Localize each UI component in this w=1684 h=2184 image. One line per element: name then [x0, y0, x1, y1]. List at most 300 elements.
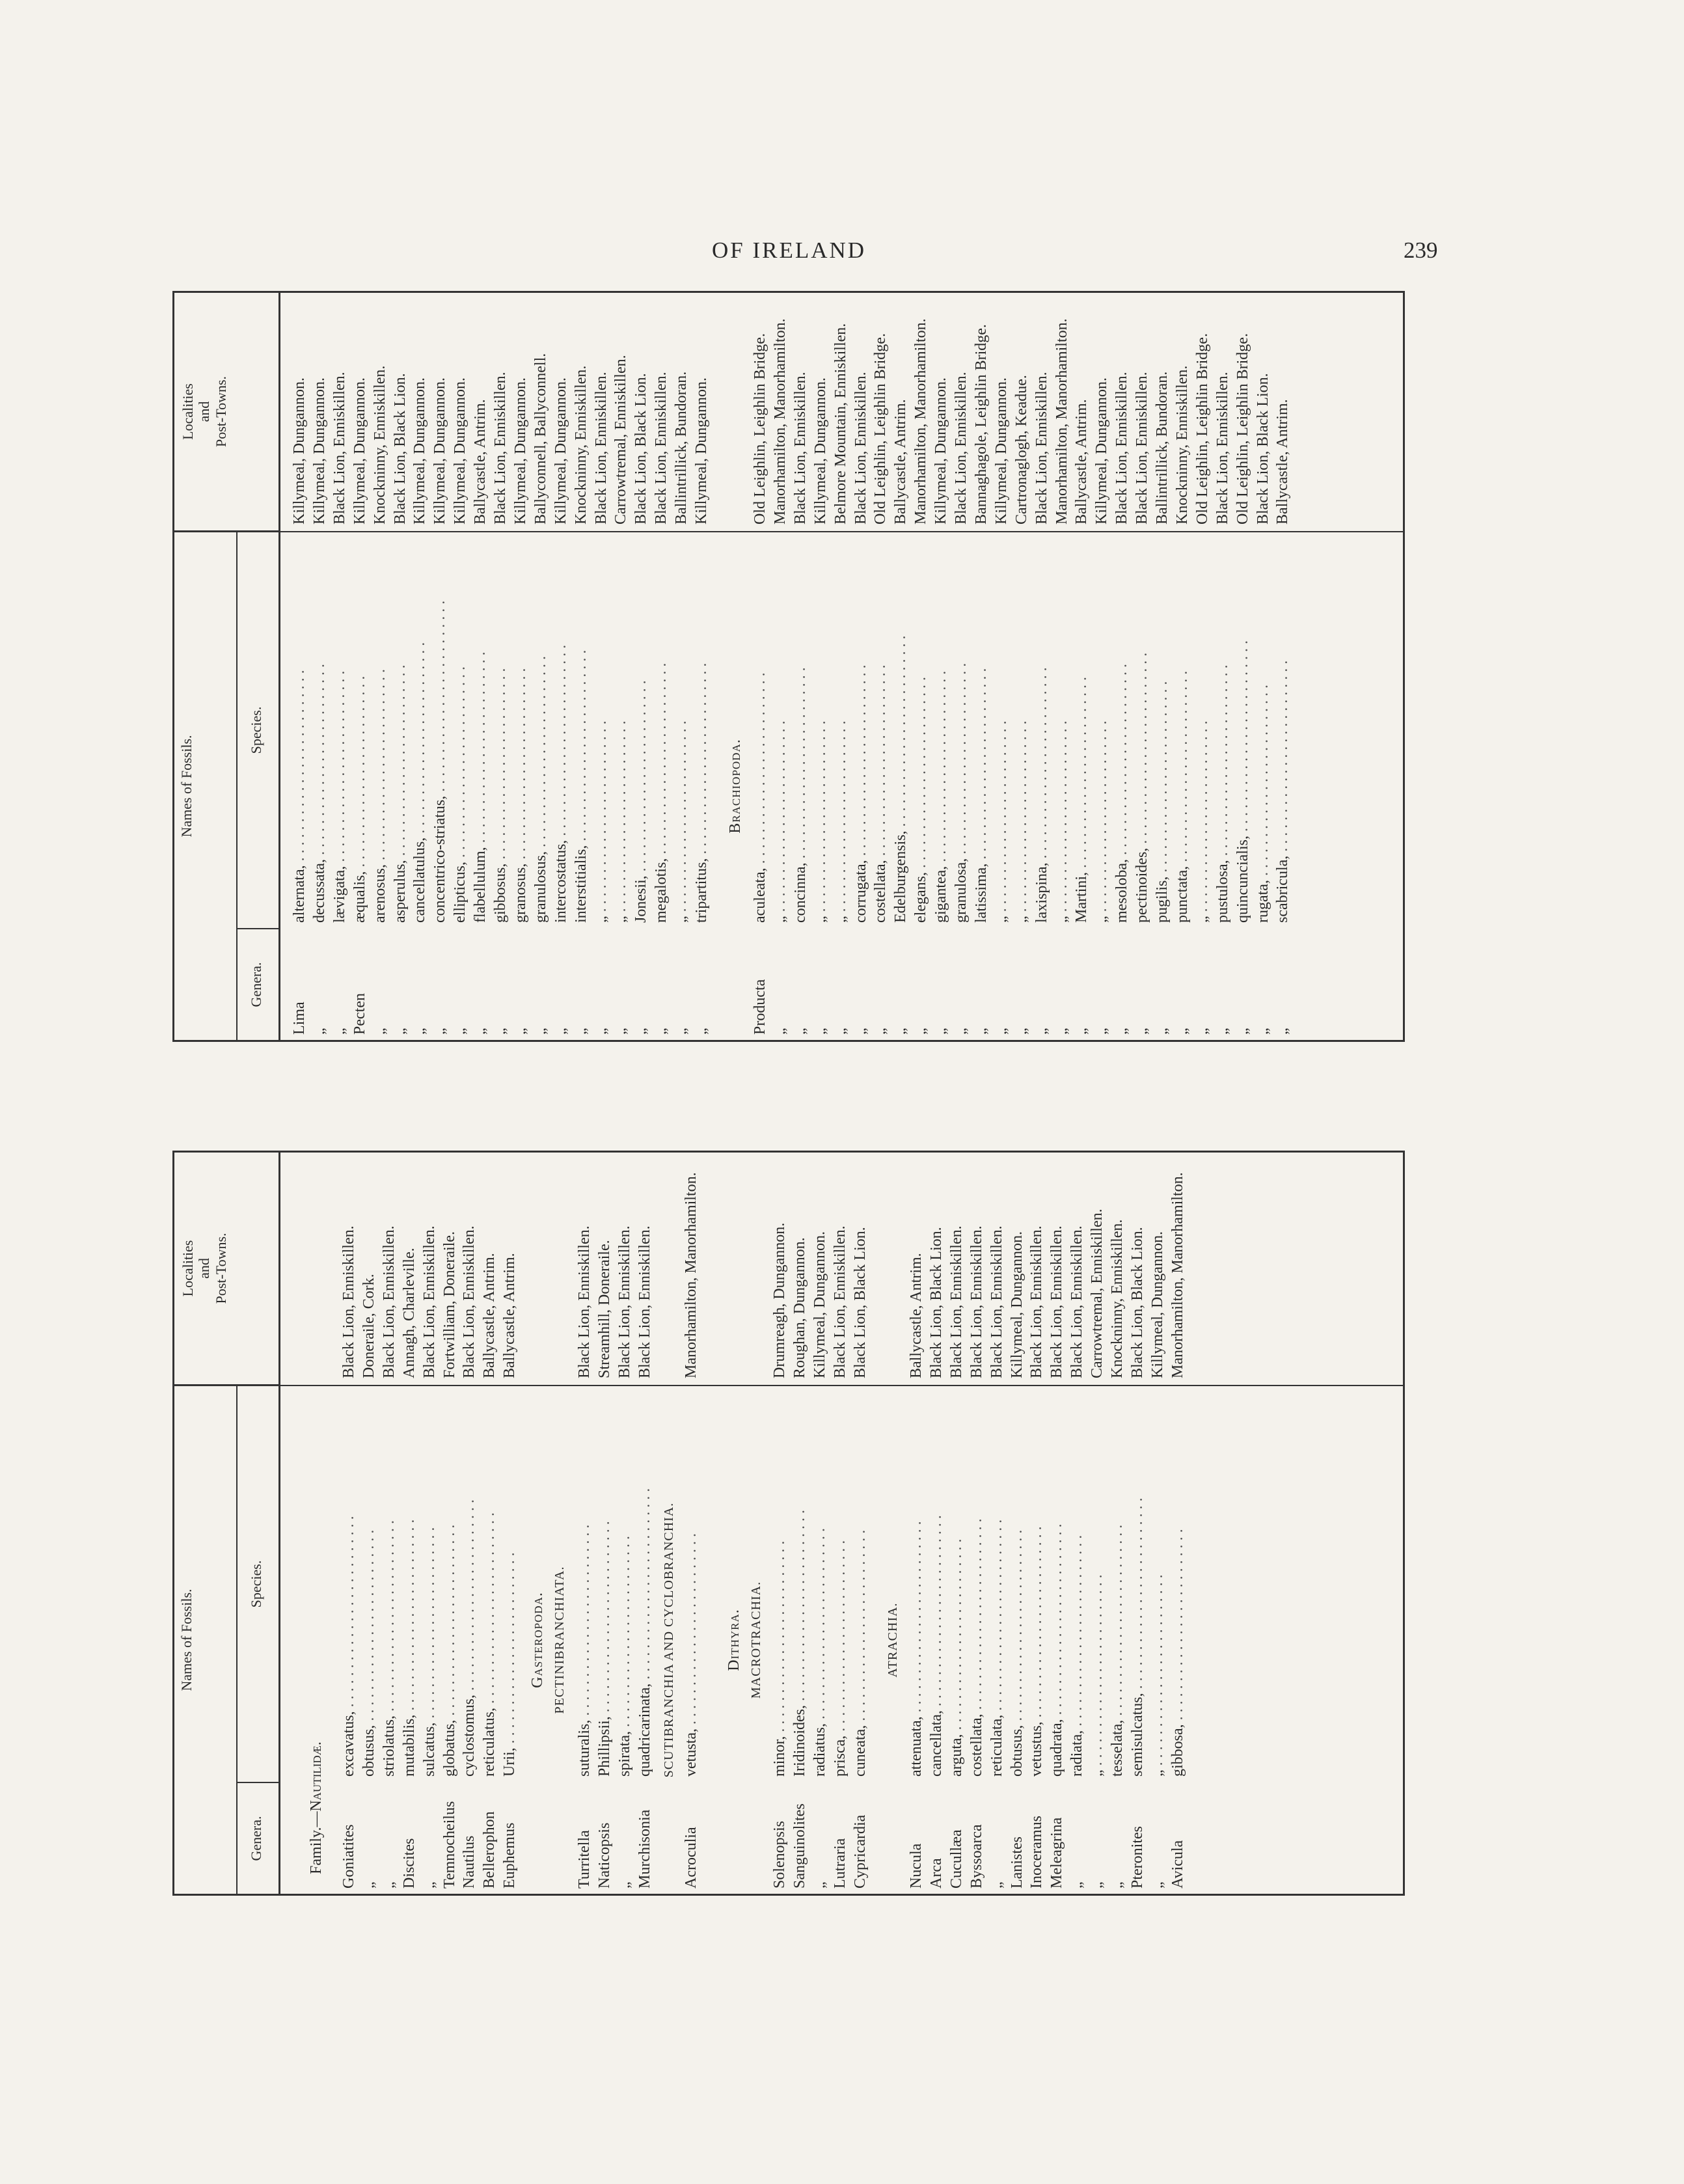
table-row — [500, 1153, 519, 1894]
table-row — [951, 293, 971, 1040]
locality-cell: Old Leighlin, Leighlin Bridge. — [872, 333, 890, 525]
table-row — [850, 1153, 870, 1894]
genus-cell: „ — [791, 1028, 809, 1035]
locality-cell: Black Lion, Black Lion. — [1254, 373, 1271, 525]
locality-cell: Black Lion, Enniskillen. — [968, 1225, 985, 1378]
species-cell: „ . . — [1052, 536, 1072, 923]
table-row — [831, 293, 850, 1040]
genus-cell: „ — [632, 1028, 650, 1035]
species-cell: reticulatus, . . — [480, 1389, 499, 1777]
locality-cell: Black Lion, Enniskillen. — [653, 372, 670, 525]
table-row — [370, 293, 390, 1040]
locality-cell: Killymeal, Dungannon. — [811, 377, 829, 525]
species-cell: „ . . — [672, 536, 691, 923]
genus-cell: „ — [431, 1028, 449, 1035]
genus-cell: „ — [1012, 1028, 1030, 1035]
lower-table-header — [174, 1153, 280, 1894]
table-row — [1067, 1153, 1087, 1894]
table-row — [1193, 293, 1212, 1040]
species-cell: quadricarinata, . . — [635, 1389, 655, 1777]
table-row — [931, 293, 951, 1040]
genus-cell: „ — [472, 1028, 489, 1035]
table-row — [1107, 1153, 1127, 1894]
table-row — [551, 293, 571, 1040]
genus-cell: „ — [616, 1881, 633, 1889]
species-cell: „ . . — [1193, 536, 1212, 923]
genus-cell: „ — [1193, 1028, 1211, 1035]
table-row — [1052, 293, 1072, 1040]
table-row — [1032, 293, 1052, 1040]
species-cell: „ . . — [591, 536, 611, 923]
genus-cell: „ — [1214, 1028, 1231, 1035]
table-row — [692, 293, 711, 1040]
locality-cell: Black Lion, Enniskillen. — [420, 1225, 438, 1378]
species-cell: latissima, . . — [971, 536, 991, 923]
species-header: Species. — [248, 706, 264, 754]
genus-cell: Cypricardia — [851, 1814, 869, 1889]
table-row — [310, 293, 329, 1040]
species-cell: „ . . — [611, 536, 631, 923]
species-cell: obtusus, . . — [359, 1389, 379, 1777]
locality-cell: Black Lion, Enniskillen. — [461, 1225, 478, 1378]
subsection-heading: SCUTIBRANCHIA AND CYCLOBRANCHIA. — [662, 1502, 676, 1778]
table-row — [1092, 293, 1111, 1040]
locality-cell: Killymeal, Dungannon. — [992, 377, 1010, 525]
genus-cell: „ — [391, 1028, 409, 1035]
locality-cell: Knockninny, Enniskillen. — [1173, 365, 1191, 525]
locality-cell: Killymeal, Dungannon. — [1148, 1231, 1166, 1378]
genus-cell: Temnocheilus — [441, 1801, 458, 1889]
locality-cell: Killymeal, Dungannon. — [351, 377, 368, 525]
locality-cell: Manorhamilton, Manorhamilton. — [1169, 1172, 1186, 1378]
upper-table-header — [174, 293, 280, 1040]
species-cell: æqualis, . . — [350, 536, 370, 923]
locality-cell: Black Lion, Black Lion. — [851, 1227, 869, 1378]
species-cell: intercostatus, . . — [551, 536, 571, 923]
species-cell: attenuata, . . — [906, 1389, 926, 1777]
genus-cell: Avicula — [1169, 1840, 1186, 1889]
species-cell: „ . . — [1148, 1389, 1167, 1777]
table-row — [1027, 1153, 1046, 1894]
lower-fossil-table — [172, 1151, 1405, 1896]
table-row — [1173, 293, 1192, 1040]
genus-cell: „ — [872, 1028, 890, 1035]
species-cell: gibbosus, . . — [491, 536, 510, 923]
locality-cell: Drumreagh, Dungannon. — [771, 1222, 788, 1378]
names-of-fossils-header: Names of Fossils. — [178, 735, 195, 838]
species-cell: pugilis, . . — [1152, 536, 1172, 923]
species-cell: quincuncialis, . . — [1233, 536, 1253, 923]
table-row — [891, 293, 910, 1040]
table-row — [1072, 293, 1091, 1040]
species-cell: corrugata, . . — [851, 536, 871, 923]
table-row — [591, 293, 611, 1040]
species-cell: laxispina, . . — [1032, 536, 1052, 923]
locality-cell: Ballycastle, Antrim. — [481, 1253, 498, 1378]
species-cell: excavatus, . . — [339, 1389, 359, 1777]
genus-cell: Solenopsis — [771, 1820, 788, 1889]
genus-cell: Producta — [752, 979, 768, 1035]
locality-cell: Black Lion, Enniskillen. — [988, 1225, 1005, 1378]
genus-cell: „ — [1134, 1028, 1151, 1035]
genus-cell: „ — [532, 1028, 549, 1035]
species-cell: cuneata, . . — [850, 1389, 870, 1777]
genus-cell: „ — [1093, 1028, 1111, 1035]
table-row — [830, 1153, 850, 1894]
locality-cell: Knockninny, Enniskillen. — [371, 365, 388, 525]
species-cell: lævigata, . . — [330, 536, 349, 923]
genus-cell: „ — [1274, 1028, 1292, 1035]
locality-cell: Carrowtremal, Enniskillen. — [1089, 1208, 1106, 1378]
table-row — [511, 293, 530, 1040]
locality-cell: Killymeal, Dungannon. — [1008, 1231, 1025, 1378]
locality-cell: Black Lion, Enniskillen. — [1028, 1225, 1046, 1378]
table-row — [595, 1153, 614, 1894]
locality-cell: Fortwilliam, Doneraile. — [441, 1231, 458, 1378]
table-row — [410, 293, 429, 1040]
species-cell: asperulus, . . — [390, 536, 410, 923]
names-of-fossils-header: Names of Fossils. — [178, 1589, 195, 1691]
genus-cell: „ — [492, 1028, 509, 1035]
genus-cell: „ — [1033, 1028, 1050, 1035]
species-cell: gibbosa, . . — [1168, 1389, 1188, 1777]
species-cell: granosus, . . — [511, 536, 530, 923]
genus-cell: Sanguinolites — [791, 1803, 808, 1889]
genus-cell: „ — [673, 1028, 690, 1035]
genus-cell: „ — [1109, 1881, 1126, 1889]
genus-cell: Lanistes — [1008, 1836, 1025, 1889]
species-cell: radiata, . . — [1067, 1389, 1087, 1777]
locality-cell: Black Lion, Black Lion. — [391, 373, 409, 525]
species-cell: „ . . — [1012, 536, 1031, 923]
subsection-heading: PECTINIBRANCHIATA. — [552, 1566, 567, 1714]
genus-cell: „ — [1173, 1028, 1191, 1035]
table-row — [1087, 1153, 1107, 1894]
species-cell: gigantea, . . — [931, 536, 951, 923]
table-row — [851, 293, 871, 1040]
locality-cell: Killymeal, Dungannon. — [431, 377, 449, 525]
localities-header: Localities and Post-Towns. — [180, 375, 229, 448]
locality-cell: Annagh, Charleville. — [400, 1248, 418, 1378]
locality-cell: Doneraile, Cork. — [360, 1274, 377, 1378]
genus-cell: Inoceramus — [1028, 1816, 1046, 1889]
table-row — [339, 1153, 359, 1894]
genus-cell: „ — [1254, 1028, 1271, 1035]
genus-cell: „ — [411, 1028, 429, 1035]
genus-cell: Turritella — [576, 1830, 593, 1889]
species-cell: spirata, . . — [615, 1389, 634, 1777]
locality-cell: Black Lion, Black Lion. — [632, 373, 650, 525]
species-cell: rugata, . . — [1253, 536, 1273, 923]
running-head: OF IRELAND — [712, 238, 867, 263]
genus-cell: „ — [331, 1028, 348, 1035]
locality-cell: Black Lion, Enniskillen. — [592, 372, 610, 525]
locality-cell: Killymeal, Dungannon. — [932, 377, 950, 525]
genus-cell: „ — [1068, 1881, 1086, 1889]
locality-cell: Roughan, Dungannon. — [791, 1237, 808, 1378]
locality-cell: Killymeal, Dungannon. — [411, 377, 429, 525]
species-cell: striolatus, . . — [379, 1389, 399, 1777]
genus-cell: „ — [771, 1028, 789, 1035]
locality-cell: Killymeal, Dungannon. — [511, 377, 529, 525]
locality-cell: Black Lion, Enniskillen. — [852, 372, 869, 525]
genus-cell: „ — [832, 1028, 849, 1035]
genus-cell: „ — [992, 1028, 1010, 1035]
table-row — [681, 1153, 701, 1894]
locality-cell: Ballintrillick, Bundoran. — [1154, 371, 1171, 525]
genus-cell: Discites — [400, 1838, 418, 1889]
locality-cell: Manorhamilton, Manorhamilton. — [771, 318, 789, 525]
locality-cell: Killymeal, Dungannon. — [291, 377, 308, 525]
locality-cell: Killymeal, Dungannon. — [693, 377, 710, 525]
genus-cell: „ — [371, 1028, 388, 1035]
species-cell: Iridinoides, . . — [790, 1389, 809, 1777]
genus-cell: Murchisonia — [636, 1809, 653, 1889]
genus-cell: Pecten — [351, 993, 368, 1035]
locality-cell: Black Lion, Enniskillen. — [953, 372, 970, 525]
table-row — [1112, 293, 1132, 1040]
genus-cell: Meleagrina — [1048, 1817, 1066, 1889]
page-number: 239 — [1404, 238, 1438, 263]
table-row — [1253, 293, 1273, 1040]
genus-cell: Euphemus — [501, 1822, 519, 1889]
species-cell: scabricula, . . — [1273, 536, 1292, 923]
genus-cell: Byssoarca — [968, 1824, 985, 1889]
table-row — [911, 293, 930, 1040]
species-cell: „ . . — [1092, 536, 1111, 923]
species-cell: elegans, . . — [911, 536, 930, 923]
species-cell: semisulcatus, . . — [1128, 1389, 1147, 1777]
species-cell: aculeata, . . — [750, 536, 770, 923]
genus-cell: „ — [953, 1028, 970, 1035]
locality-cell: Black Lion, Black Lion. — [1128, 1227, 1146, 1378]
locality-cell: Black Lion, Enniskillen. — [1048, 1225, 1066, 1378]
locality-cell: Black Lion, Enniskillen. — [791, 372, 809, 525]
genus-cell: Nucula — [908, 1843, 925, 1889]
species-cell: „ . . — [992, 536, 1011, 923]
locality-cell: Killymeal, Dungannon. — [1093, 377, 1111, 525]
locality-cell: Manorhamilton, Manorhamilton. — [912, 318, 930, 525]
species-cell: concentrico-striatus, . . — [430, 536, 450, 923]
table-row — [330, 293, 349, 1040]
species-cell: pectinoides, . . — [1132, 536, 1152, 923]
species-cell: Edelburgensis, . . — [891, 536, 910, 923]
locality-cell: Black Lion, Enniskillen. — [616, 1225, 633, 1378]
genus-cell: „ — [932, 1028, 950, 1035]
species-cell: concinna, . . — [791, 536, 810, 923]
species-cell: vetustus, . . — [1027, 1389, 1046, 1777]
table-row — [480, 1153, 499, 1894]
section-heading: Dithyra. — [726, 1609, 742, 1671]
species-cell: minor, . . — [770, 1389, 789, 1777]
table-row — [615, 1153, 634, 1894]
table-row — [635, 1153, 655, 1894]
genus-cell: „ — [852, 1028, 869, 1035]
locality-cell: Ballycastle, Antrim. — [1073, 399, 1091, 525]
table-row — [611, 293, 631, 1040]
genus-cell: „ — [1089, 1881, 1106, 1889]
locality-cell: Black Lion, Enniskillen. — [636, 1225, 653, 1378]
table-row — [1152, 293, 1172, 1040]
genus-cell: „ — [811, 1881, 828, 1889]
genus-cell: Bellerophon — [481, 1811, 498, 1889]
species-cell: punctata, . . — [1173, 536, 1192, 923]
locality-cell: Black Lion, Enniskillen. — [1214, 372, 1231, 525]
table-row — [1128, 1153, 1147, 1894]
species-cell: „ . . — [811, 536, 830, 923]
locality-cell: Black Lion, Enniskillen. — [831, 1225, 849, 1378]
species-cell: cancellata, . . — [927, 1389, 946, 1777]
genus-cell: „ — [1113, 1028, 1131, 1035]
species-cell: „ . . — [831, 536, 850, 923]
table-row — [790, 1153, 809, 1894]
locality-cell: Streamhill, Doneraile. — [595, 1240, 613, 1378]
species-header: Species. — [248, 1560, 264, 1608]
table-row — [290, 293, 309, 1040]
table-row — [379, 1153, 399, 1894]
table-row — [420, 1153, 439, 1894]
genus-cell: „ — [811, 1028, 829, 1035]
locality-cell: Black Lion, Enniskillen. — [331, 372, 348, 525]
genus-cell: Arca — [927, 1858, 945, 1889]
table-row — [987, 1153, 1007, 1894]
species-cell: tripartitus, . . — [692, 536, 711, 923]
table-row — [1012, 293, 1031, 1040]
locality-cell: Knockninny, Enniskillen. — [572, 365, 590, 525]
table-row — [947, 1153, 966, 1894]
genus-cell: „ — [1148, 1881, 1166, 1889]
species-cell: reticulata, . . — [987, 1389, 1007, 1777]
locality-cell: Manorhamilton, Manorhamilton. — [683, 1172, 699, 1378]
upper-fossil-table — [172, 291, 1405, 1042]
species-cell: cyclostomus, . . — [459, 1389, 479, 1777]
table-row — [571, 293, 591, 1040]
genus-cell: Goniatites — [340, 1824, 357, 1889]
locality-cell: Ballycastle, Antrim. — [472, 399, 489, 525]
upper-table-rotated — [174, 293, 1403, 1040]
species-cell: sulcatus, . . — [420, 1389, 439, 1777]
table-row — [459, 1153, 479, 1894]
table-row — [1047, 1153, 1066, 1894]
table-row — [430, 293, 450, 1040]
table-row — [400, 1153, 419, 1894]
section-heading: Brachiopoda. — [727, 739, 744, 834]
locality-cell: Black Lion, Enniskillen. — [1033, 372, 1050, 525]
genus-cell: Nautilus — [461, 1835, 478, 1889]
locality-cell: Killymeal, Dungannon. — [552, 377, 569, 525]
species-cell: Phillipsii, . . — [595, 1389, 614, 1777]
locality-cell: Ballyconnell, Ballyconnell. — [532, 353, 549, 525]
genera-header: Genera. — [238, 1782, 278, 1894]
species-cell: mutabilis, . . — [400, 1389, 419, 1777]
species-cell: globatus, . . — [440, 1389, 459, 1777]
species-cell: „ . . — [1087, 1389, 1107, 1777]
species-cell: Martini, . . — [1072, 536, 1091, 923]
genus-cell: „ — [1234, 1028, 1251, 1035]
lower-table-body — [280, 1153, 1403, 1894]
genus-cell: „ — [420, 1881, 438, 1889]
lower-table-rotated — [174, 1153, 1403, 1894]
locality-cell: Killymeal, Dungannon. — [452, 377, 469, 525]
species-cell: prisca, . . — [830, 1389, 850, 1777]
genus-cell: „ — [592, 1028, 610, 1035]
species-cell: cancellatulus, . . — [410, 536, 429, 923]
locality-cell: Black Lion, Enniskillen. — [340, 1225, 357, 1378]
upper-table-body — [280, 293, 1403, 1040]
genus-cell: „ — [653, 1028, 670, 1035]
table-row — [811, 293, 830, 1040]
species-cell: vetusta, . . — [681, 1389, 701, 1777]
genus-cell: „ — [912, 1028, 930, 1035]
genus-cell: Acroculia — [683, 1827, 699, 1889]
table-row — [770, 293, 790, 1040]
locality-cell: Belmore Mountain, Enniskillen. — [832, 323, 849, 525]
locality-cell: Old Leighlin, Leighlin Bridge. — [752, 333, 768, 525]
table-row — [631, 293, 651, 1040]
genus-cell: „ — [452, 1028, 469, 1035]
species-cell: „ . . — [770, 536, 790, 923]
genus-cell: „ — [360, 1881, 377, 1889]
table-row — [359, 1153, 379, 1894]
species-cell: megalotis, . . — [651, 536, 671, 923]
table-row — [1132, 293, 1152, 1040]
species-cell: Urii, . . — [500, 1389, 519, 1777]
locality-cell: Black Lion, Black Lion. — [927, 1227, 945, 1378]
species-cell: ellipticus, . . — [450, 536, 470, 923]
genus-cell: „ — [612, 1028, 630, 1035]
table-row — [750, 293, 770, 1040]
subsection-heading: MACROTRACHIA. — [749, 1581, 763, 1699]
genus-cell: „ — [1154, 1028, 1171, 1035]
genus-cell: Lutraria — [831, 1838, 849, 1889]
species-cell: granulosa, . . — [951, 536, 971, 923]
locality-cell: Ballycastle, Antrim. — [1274, 399, 1292, 525]
locality-cell: Cartronaglogh, Keadue. — [1012, 375, 1030, 525]
species-cell: suturalis, . . — [575, 1389, 594, 1777]
table-row — [1233, 293, 1253, 1040]
genus-cell: „ — [552, 1028, 569, 1035]
locality-cell: Ballycastle, Antrim. — [908, 1253, 925, 1378]
species-cell: quadrata, . . — [1047, 1389, 1066, 1777]
subsection-heading: ATRACHIA. — [886, 1602, 900, 1678]
table-row — [992, 293, 1011, 1040]
species-cell: radiatus, . . — [810, 1389, 830, 1777]
species-cell: arenosus, . . — [370, 536, 390, 923]
table-row — [575, 1153, 594, 1894]
table-row — [1273, 293, 1292, 1040]
locality-cell: Black Lion, Enniskillen. — [1068, 1225, 1086, 1378]
table-row — [871, 293, 890, 1040]
locality-cell: Bannaghagole, Leighlin Bridge. — [972, 324, 990, 525]
table-row — [390, 293, 410, 1040]
table-row — [531, 293, 550, 1040]
genus-cell: „ — [972, 1028, 990, 1035]
locality-cell: Black Lion, Enniskillen. — [492, 372, 509, 525]
table-row — [651, 293, 671, 1040]
genus-cell: „ — [310, 1028, 328, 1035]
locality-cell: Black Lion, Enniskillen. — [380, 1225, 398, 1378]
species-cell: alternata, . . — [290, 536, 309, 923]
genus-cell: Naticopsis — [595, 1822, 613, 1889]
table-row — [927, 1153, 946, 1894]
table-row — [350, 293, 370, 1040]
table-row — [967, 1153, 986, 1894]
locality-cell: Black Lion, Enniskillen. — [1134, 372, 1151, 525]
locality-cell: Killymeal, Dungannon. — [310, 377, 328, 525]
locality-cell: Old Leighlin, Leighlin Bridge. — [1234, 333, 1251, 525]
species-cell: decussata, . . — [310, 536, 329, 923]
genus-cell: Cucullæa — [947, 1829, 965, 1889]
